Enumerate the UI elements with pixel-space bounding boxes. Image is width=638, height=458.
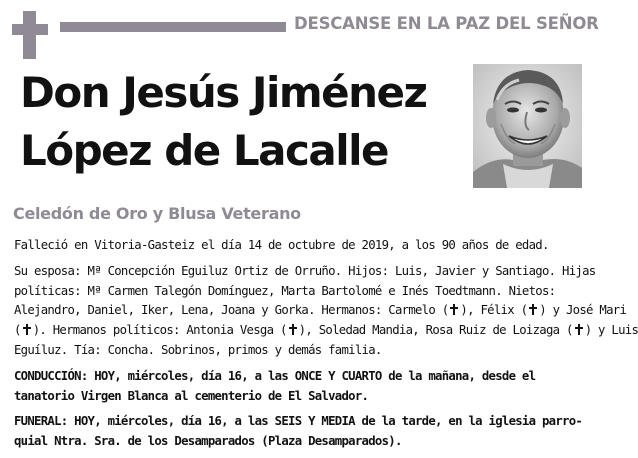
- text-line: CONDUCCIÓN: HOY, miércoles, día 16, a las ONCE Y CUARTO de la mañana, desde el: [14, 368, 536, 383]
- cross-icon: [574, 324, 584, 335]
- cross-icon: [22, 324, 32, 335]
- text-line: Su esposa: Mª Concepción Eguiluz Ortiz de Orruño. Hijos: Luis, Javier y Santiago. Hijas: [14, 263, 596, 278]
- text-line: Eguíluz. Tía: Concha. Sobrinos, primos y demás familia.: [14, 342, 382, 357]
- paragraph-conduccion: [14, 367, 588, 407]
- cross-icon: [528, 304, 538, 315]
- text-line: ( ). Hermanos políticos: Antonia Vesga ( ), Soledad Mandia, Rosa Ruiz de Loizaga ( ) y Luis: [14, 323, 638, 338]
- text-line: quial Ntra. Sra. de los Desamparados (Plaza Desamparados).: [14, 434, 402, 449]
- honorific-subtitle: Celedón de Oro y Blusa Veterano: [13, 204, 301, 223]
- latin-cross-icon: [12, 11, 48, 59]
- portrait-photo: [473, 64, 582, 188]
- text-line: Alejandro, Daniel, Iker, Lena, Joana y Gorka. Hermanos: Carmelo ( ), Félix ( ) y José Mari: [14, 303, 627, 318]
- text-line: políticas: Mª Carmen Talegón Domínguez, Marta Bartolomé e Inés Toedtmann. Nietos:: [14, 283, 556, 298]
- header-divider: [60, 22, 286, 32]
- name-line-2: López de Lacalle: [20, 126, 389, 175]
- obituary-body: [14, 236, 638, 458]
- header-title: DESCANSE EN LA PAZ DEL SEÑOR: [294, 14, 599, 33]
- paragraph-family: [14, 262, 638, 361]
- text-line: FUNERAL: HOY, miércoles, día 16, a las SEIS Y MEDIA de la tarde, en la iglesia parro-: [14, 414, 583, 429]
- paragraph-death: [14, 236, 588, 256]
- name-line-1: Don Jesús Jiménez: [20, 68, 427, 117]
- deceased-name: [20, 64, 426, 180]
- paragraph-funeral: [14, 412, 588, 452]
- cross-icon: [288, 324, 298, 335]
- text-line: Falleció en Vitoria-Gasteiz el día 14 de octubre de 2019, a los 90 años de edad.: [14, 238, 549, 252]
- text-line: tanatorio Virgen Blanca al cementerio de El Salvador.: [14, 388, 369, 403]
- cross-icon: [449, 304, 459, 315]
